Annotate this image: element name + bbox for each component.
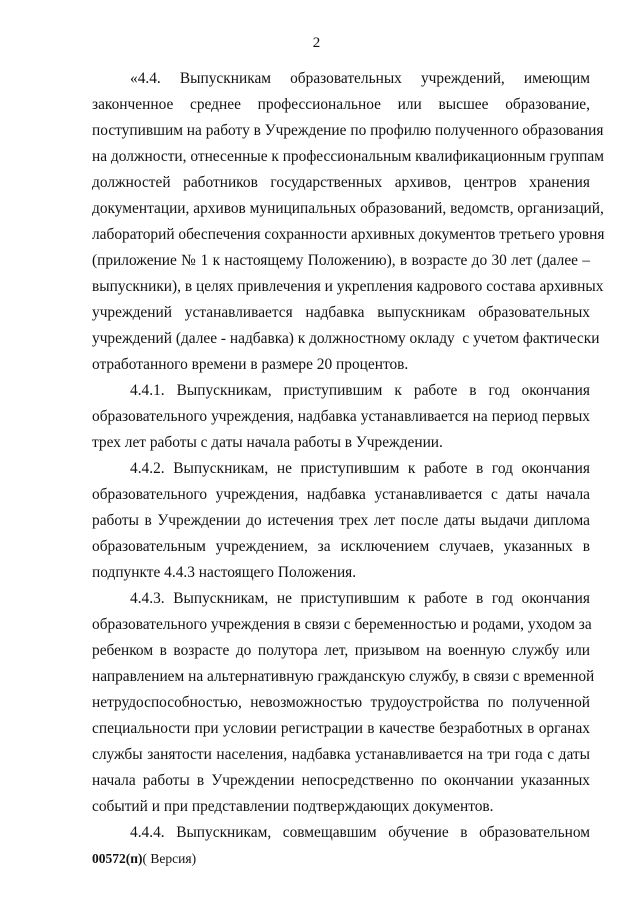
text-line: службы занятости населения, надбавка устанавливается на три года с даты (92, 746, 590, 763)
paragraph-4-4-1 (92, 378, 590, 456)
text-line: направлением на альтернативную гражданскую службу, в связи с временной (92, 668, 595, 685)
text-line: 4.4.1. Выпускникам, приступившим к работе в год окончания (130, 382, 590, 399)
text-line: лабораторий обеспечения сохранности архивных документов третьего уровня (92, 226, 605, 243)
document-body (92, 66, 605, 846)
text-line: 4.4.3. Выпускникам, не приступившим к работе в год окончания (130, 590, 590, 607)
text-line: 4.4.4. Выпускникам, совмещавшим обучение в образовательном (130, 824, 590, 841)
document-footer (92, 851, 196, 867)
text-line: документации, архивов муниципальных образований, ведомств, организаций, (92, 200, 604, 217)
document-code: 00572(п) (92, 851, 143, 866)
text-line: событий и при представлении подтверждающих документов. (92, 798, 494, 815)
text-line: образовательным учреждением, за исключением случаев, указанных в (92, 538, 590, 555)
document-version: ( Версия) (142, 851, 197, 866)
text-line: законченное среднее профессиональное или высшее образование, (92, 96, 590, 113)
page-number: 2 (312, 35, 321, 51)
paragraph-4-4-2 (92, 456, 590, 586)
text-line: образовательного учреждения в связи с беременностью и родами, уходом за (92, 616, 592, 633)
text-line: поступившим на работу в Учреждение по профилю полученного образования (92, 122, 604, 139)
text-line: нетрудоспособностью, невозможностью трудоустройства по полученной (92, 694, 590, 711)
text-line: специальности при условии регистрации в качестве безработных в органах (92, 720, 590, 737)
text-line: начала работы в Учреждении непосредственно по окончании указанных (92, 772, 590, 789)
text-line: подпункте 4.4.3 настоящего Положения. (92, 564, 357, 581)
paragraph-4-4 (92, 66, 605, 378)
text-line: 4.4.2. Выпускникам, не приступившим к работе в год окончания (130, 460, 590, 477)
text-line: должностей работников государственных архивов, центров хранения (92, 174, 590, 191)
text-line: ребенком в возрасте до полутора лет, призывом на военную службу или (92, 642, 590, 659)
text-line: работы в Учреждении до истечения трех лет после даты выдачи диплома (92, 512, 590, 529)
text-line: образовательного учреждения, надбавка устанавливается с даты начала (92, 486, 590, 503)
text-line: (приложение № 1 к настоящему Положению), в возрасте до 30 лет (далее – (92, 252, 590, 269)
text-line: трех лет работы с даты начала работы в Учреждении. (92, 434, 443, 451)
text-line: на должности, отнесенные к профессиональным квалификационным группам (92, 148, 604, 165)
text-line: «4.4. Выпускникам образовательных учреждений, имеющим (130, 70, 590, 87)
text-line: отработанного времени в размере 20 процентов. (92, 356, 409, 373)
text-line: учреждений устанавливается надбавка выпускникам образовательных (92, 304, 590, 321)
text-line: выпускники), в целях привлечения и укрепления кадрового состава архивных (92, 278, 604, 295)
paragraph-4-4-4 (92, 820, 590, 846)
paragraph-4-4-3 (92, 586, 595, 820)
text-line: учреждений (далее - надбавка) к должностному окладу с учетом фактически (92, 330, 600, 347)
text-line: образовательного учреждения, надбавка устанавливается на период первых (92, 408, 590, 425)
